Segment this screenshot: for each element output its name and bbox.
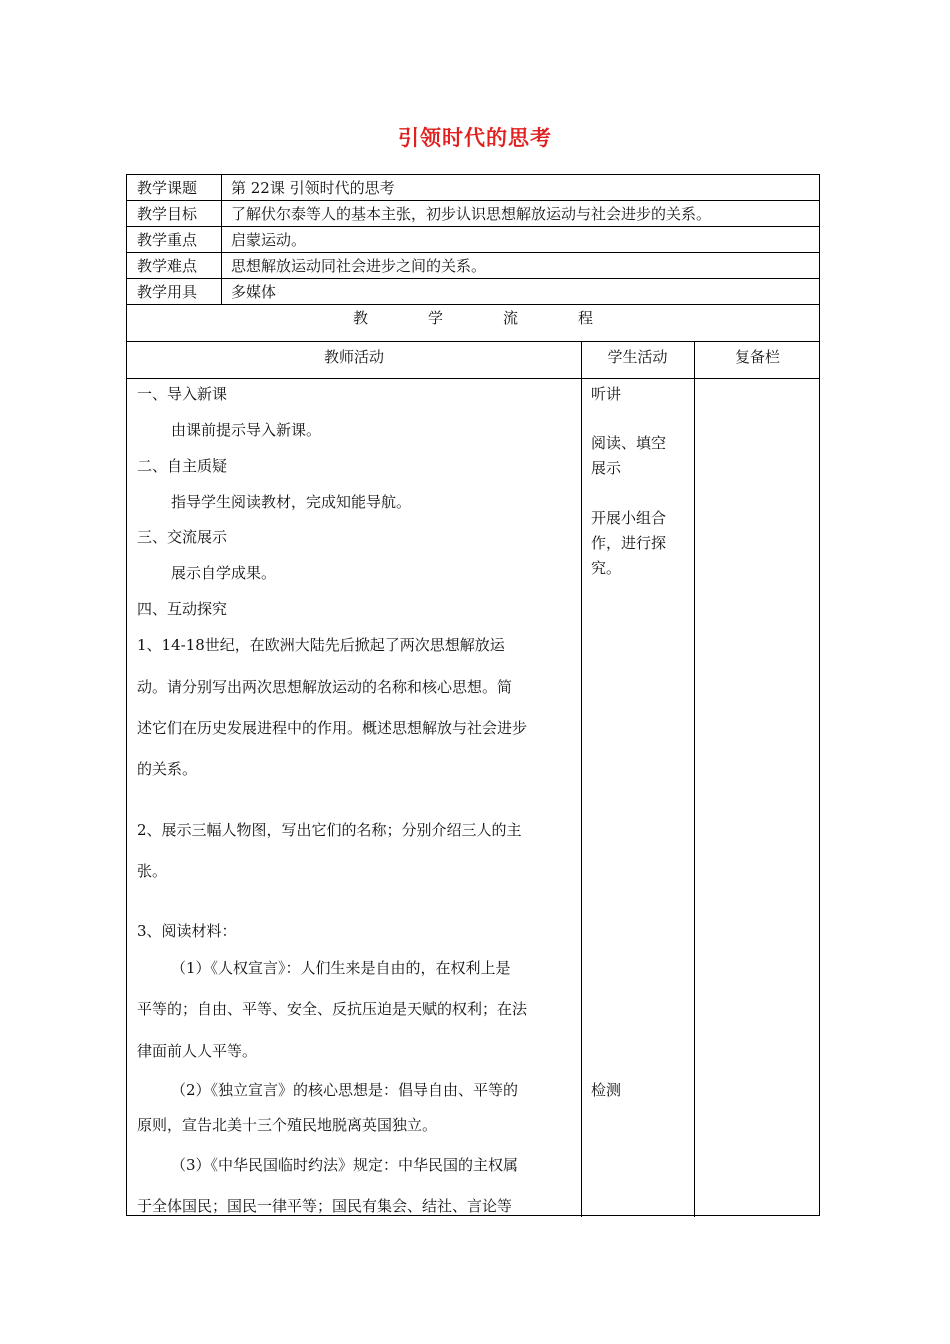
- info-value-goal: 了解伏尔泰等人的基本主张，初步认识思想解放运动与社会进步的关系。: [231, 205, 712, 223]
- teacher-text: （1）《人权宣言》：人们生来是自由的，在权利上是: [171, 959, 511, 977]
- teacher-text: 原则，宣告北美十三个殖民地脱离英国独立。: [137, 1116, 438, 1134]
- info-value-key-point: 启蒙运动。: [231, 231, 307, 249]
- teacher-text: 张。: [137, 862, 168, 880]
- student-text: 听讲: [591, 385, 622, 403]
- info-value-topic: 第 22课 引领时代的思考: [231, 179, 395, 197]
- student-text: 作，进行探: [591, 534, 667, 552]
- info-value-difficulty: 思想解放运动同社会进步之间的关系。: [231, 257, 487, 275]
- info-label-goal: 教学目标: [137, 205, 198, 223]
- row-divider: [127, 341, 819, 342]
- row-divider: [127, 378, 819, 379]
- flow-char: 学: [427, 309, 443, 327]
- row-divider: [127, 278, 819, 279]
- teacher-text: （2）《独立宣言》的核心思想是：倡导自由、平等的: [171, 1081, 519, 1099]
- teacher-text: 律面前人人平等。: [137, 1042, 258, 1060]
- info-label-difficulty: 教学难点: [137, 257, 198, 275]
- section-heading: 四、互动探究: [137, 600, 228, 618]
- flow-char: 程: [578, 309, 594, 327]
- page-title: 引领时代的思考: [398, 126, 552, 150]
- student-activity-header: 学生活动: [607, 348, 668, 366]
- teacher-activity-header: 教师活动: [323, 348, 384, 366]
- section-heading: 三、交流展示: [137, 528, 228, 546]
- info-value-tools: 多媒体: [231, 283, 277, 301]
- teacher-text: 于全体国民；国民一律平等；国民有集会、结社、言论等: [137, 1197, 513, 1215]
- info-label-topic: 教学课题: [137, 179, 198, 197]
- teaching-flow-heading: [127, 307, 819, 328]
- column-divider: [581, 341, 582, 1217]
- teacher-text: 由课前提示导入新课。: [171, 421, 322, 439]
- student-text: 展示: [591, 459, 622, 477]
- teacher-text: 述它们在历史发展进程中的作用。概述思想解放与社会进步: [137, 719, 528, 737]
- flow-char: 教: [352, 309, 368, 327]
- teacher-text: 平等的；自由、平等、安全、反抗压迫是天赋的权利；在法: [137, 1000, 528, 1018]
- student-text: 究。: [591, 559, 622, 577]
- row-divider: [127, 200, 819, 201]
- column-divider: [694, 341, 695, 1217]
- section-heading: 一、导入新课: [137, 385, 228, 403]
- info-label-tools: 教学用具: [137, 283, 198, 301]
- teacher-text: 的关系。: [137, 760, 198, 778]
- row-divider: [127, 252, 819, 253]
- student-text: 开展小组合: [591, 509, 667, 527]
- info-label-key-point: 教学重点: [137, 231, 198, 249]
- teacher-text: 2、展示三幅人物图，写出它们的名称；分别介绍三人的主: [137, 821, 522, 839]
- teacher-text: 3、阅读材料：: [137, 922, 237, 940]
- student-text: 检测: [591, 1081, 622, 1099]
- teacher-text: 指导学生阅读教材，完成知能导航。: [171, 493, 412, 511]
- lesson-plan-table: [126, 174, 820, 1216]
- column-divider: [221, 175, 222, 304]
- student-text: 阅读、填空: [591, 434, 667, 452]
- teacher-text: 展示自学成果。: [171, 564, 277, 582]
- teacher-text: 动。请分别写出两次思想解放运动的名称和核心思想。简: [137, 678, 513, 696]
- section-heading: 二、自主质疑: [137, 457, 228, 475]
- row-divider: [127, 226, 819, 227]
- flow-char: 流: [503, 309, 519, 327]
- row-divider: [127, 304, 819, 305]
- teacher-text: 1、14-18世纪，在欧洲大陆先后掀起了两次思想解放运: [137, 636, 505, 654]
- review-column-header: 复备栏: [734, 348, 780, 366]
- teacher-text: （3）《中华民国临时约法》规定：中华民国的主权属: [171, 1156, 519, 1174]
